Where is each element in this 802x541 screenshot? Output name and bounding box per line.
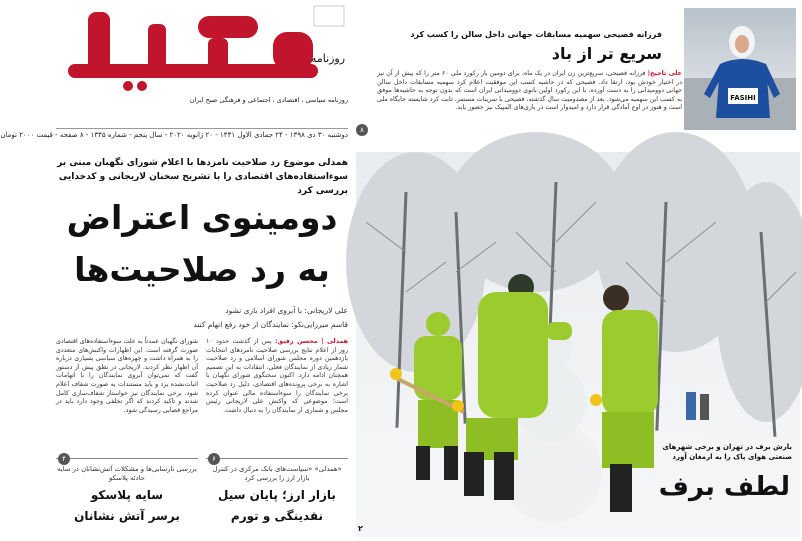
lead-quote-1: علی لاریجانی: با آبروی افراد بازی نشود (225, 306, 348, 315)
logo-sub: روزنامه (310, 52, 346, 65)
teaser-kicker: «همدلی» «سیاست‌های بانک مرکزی در کنترل بازار ارز را بررسی کرد (212, 465, 342, 482)
teaser-headline-line2: برسر آتش نشانان (74, 509, 180, 523)
lead-body-left: شورای نگهبان عمدتاً به علت سوءاستفاده‌های اقتصادی صورت گرفته است. این اظهارات واکنش‌های متعددی را به همراه داشت و چهره‌های سیاسی بسیاری درباره آن اظهار نظر کردند. لاریجانی در نطق پیش از دستور گفت که نمی‌توان آبروی نمایندگان را با اتهامات اثبات‌نشده برد و باید مستندات به صورت شفاف اعلام شود. برخی نمایندگان نیز خواستار شفاف‌سازی کامل شدند و تاکید کردند که اگر تخلفی وجود دارد باید در مراجع قضایی رسیدگی شود. (56, 338, 198, 414)
teaser-headline-line1: سایه پلاسکو (90, 488, 164, 502)
top-teaser-kicker: فرزانه فصیحی سهمیه مسابقات جهانی داخل سالن را کسب کرد (410, 30, 662, 39)
snow-photo[interactable] (356, 152, 800, 537)
teaser-firefighters[interactable] (56, 455, 198, 540)
lead-headline-line2: به رد صلاحیت‌ها (74, 250, 330, 289)
tagline: روزنامه سیاسی ، اقتصادی ، اجتماعی و فرهنگی صبح ایران (189, 96, 348, 104)
lead-headline[interactable] (56, 192, 348, 296)
teaser-headline-line1: بازار ارز؛ پایان سیل (218, 488, 336, 502)
top-teaser[interactable] (360, 0, 802, 148)
teaser-page-num: ۶ (208, 453, 220, 465)
athlete-illustration (684, 8, 796, 130)
lead-story[interactable] (56, 150, 348, 540)
lead-kicker: همدلی موضوع رد صلاحیت نامزدها با اعلام شورای نگهبان مبنی بر سوءاستفاده‌های اقتصادی را با تشریح سخنان لاریجانی و کدخدایی بررسی کرد (57, 158, 348, 196)
lead-byline: همدلی | محسن رفیق: (275, 338, 348, 345)
lead-quote-2: قاسم میرزایی‌نکو: نمایندگان از خود رفع اتهام کنند (193, 320, 348, 329)
top-teaser-headline[interactable]: سریع تر از باد (551, 44, 662, 63)
top-teaser-body (377, 70, 682, 113)
athlete-photo[interactable] (684, 8, 796, 130)
dateline: دوشنبه ۳۰ دی ۱۳۹۸ - ۲۴ جمادی الاول ۱۴۴۱ - ۲۰ ژانویه ۲۰۲۰ - سال پنجم - شماره ۱۳۴۵ - ۸ صفحه - قیمت ۲۰۰۰ تومان (56, 128, 348, 139)
top-teaser-text: فرزانه فصیحی، سریع‌ترین زن ایران در یک ماه، برای دومین بار رکورد ملی ۶۰ متر را که پیش از آن نیز در اختیار خودش بود، ارتقا داد. فصیحی که در حاشیه کسب این موفقیت اعلام کرد سهمیه مسابقات داخل سالن جهانی دوومیدانی را به دست آورده، با این رکورد اولین بانوی دوومیدانی ایران است که بدون توجه به حاشیه‌ها موفق به کسب این سهمیه می‌شود. بعد از مصدومیت سال گذشته، فصیحی با تمرینات مستمر، ثابت کرد شایسته جایگاه ملی است و هنوز در اوج آمادگی قرار دارد و امیدوار است در بازی‌های المپیک نیز حضور یابد. (377, 70, 682, 112)
bib-text: FASIHI (730, 94, 756, 102)
photo-caption-sub: بارش برف در تهران و برخی شهرهای صنعتی هوای پاک را به ارمغان آورد (662, 443, 792, 461)
lead-body-right (206, 338, 348, 415)
newspaper-logo (58, 2, 348, 98)
teaser-page-num: ۴ (58, 453, 70, 465)
teaser-headline-line2: نقدینگی و تورم (230, 509, 324, 523)
lead-body-right-text: پس از گذشت حدود ۱۰ روز از اعلام نتایج بررسی صلاحیت نامزدهای انتخابات یازدهمین دوره مجلس شورای اسلامی و رد صلاحیت شمار زیادی از نمایندگان فعلی، انتقادات به این تصمیم همچنان ادامه دارد. اکنون سخنگوی شورای نگهبان با اشاره به برخی پرونده‌های اقتصادی، دلیل رد صلاحیت برخی نمایندگان را سوءاستفاده مالی عنوان کرده است؛ موضوعی که واکنش علی لاریجانی رئیس مجلس و شماری از نمایندگان را به دنبال داشت. (206, 338, 348, 414)
photo-caption-main[interactable]: لطف برف (658, 472, 790, 502)
top-teaser-byline: علی تاجیخ| (647, 70, 682, 77)
logo-text: همدلی (205, 60, 208, 61)
photo-page-num: ۲ (358, 524, 363, 533)
lead-headline-line1: دومینوی اعتراض (66, 198, 338, 237)
teaser-currency[interactable] (206, 455, 348, 540)
page-badge: ۸ (356, 124, 368, 136)
masthead (0, 0, 352, 148)
teaser-kicker: بررسی نارسایی‌ها و مشکلات آتش‌نشانان در سایه حادثه پلاسکو (57, 465, 197, 482)
